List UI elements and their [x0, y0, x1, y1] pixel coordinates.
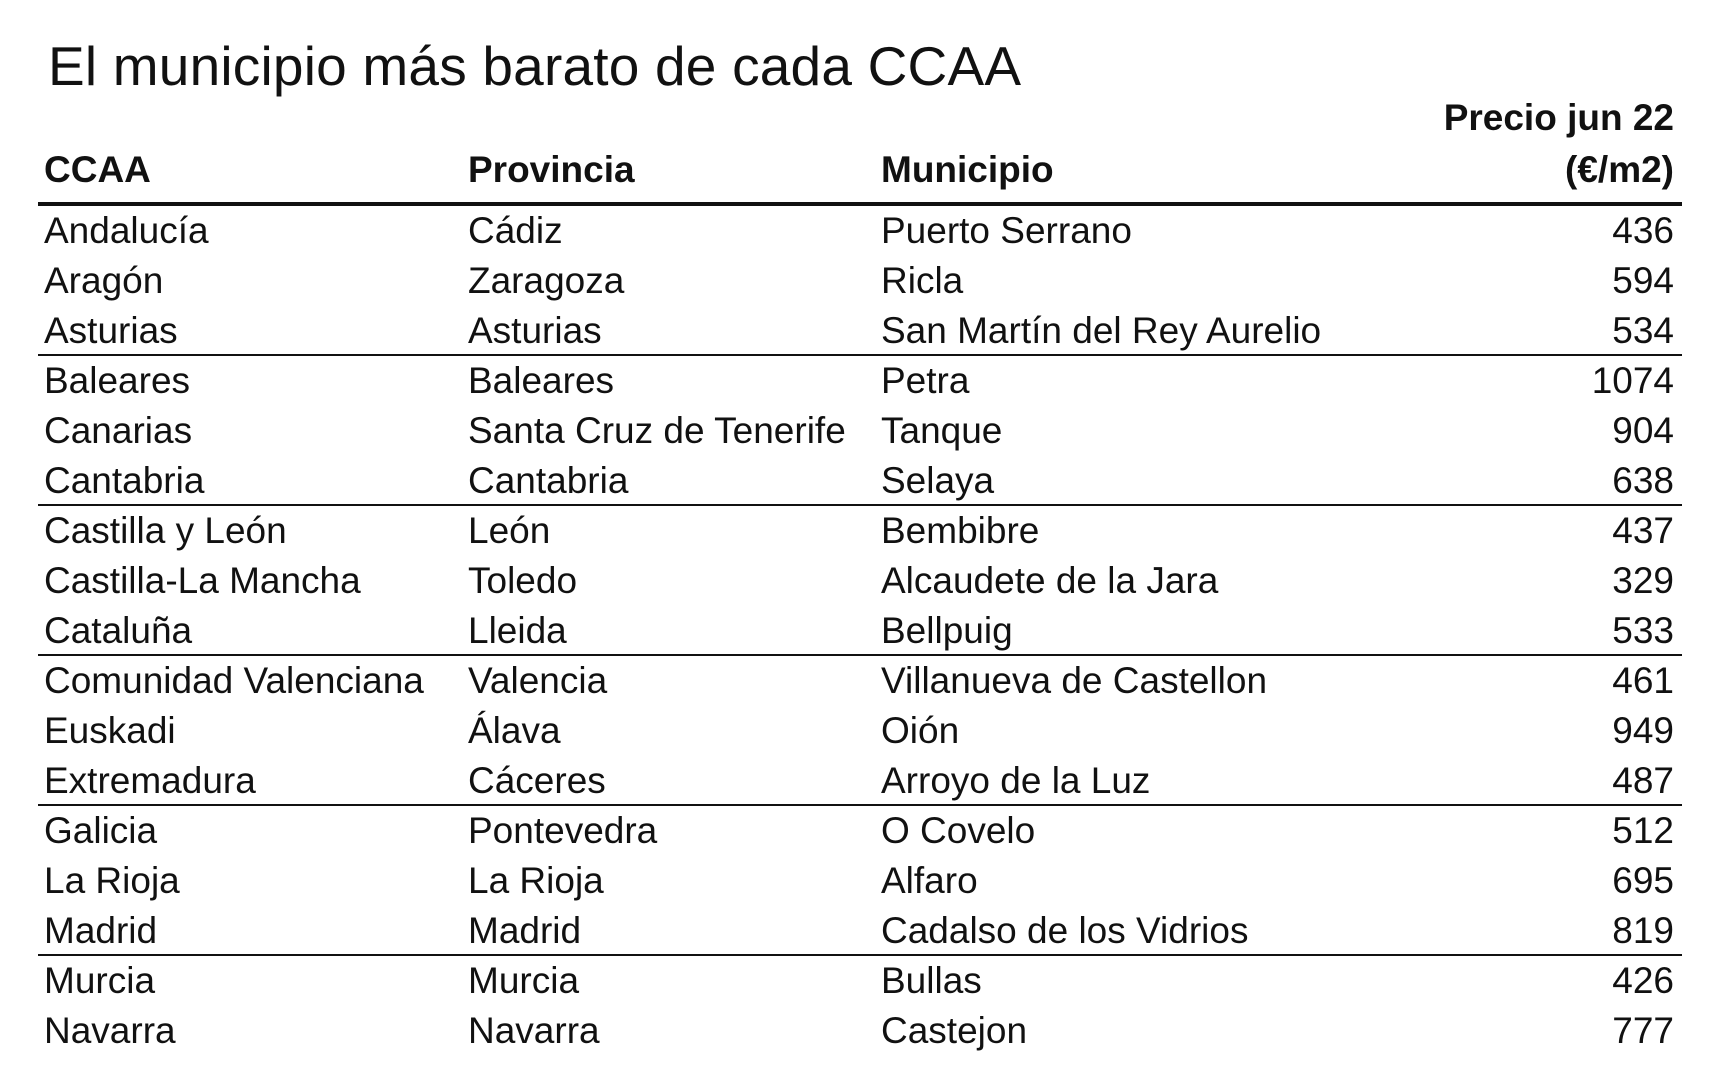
column-header-precio-line1: Precio jun 22 [1443, 97, 1674, 138]
cell-ccaa: Euskadi [44, 710, 176, 751]
table-row [38, 856, 1682, 906]
cell-ccaa: Baleares [44, 360, 191, 401]
cell-precio: 638 [1612, 460, 1674, 501]
cell-ccaa: Comunidad Valenciana [44, 660, 424, 701]
cell-precio: 594 [1612, 260, 1674, 301]
table-row [38, 456, 1682, 506]
cell-ccaa: Asturias [44, 310, 178, 351]
cell-provincia: Asturias [468, 310, 602, 351]
cell-ccaa: Aragón [44, 260, 164, 301]
column-header-provincia: Provincia [468, 149, 635, 190]
cell-provincia: León [468, 510, 551, 551]
cell-municipio: O Covelo [881, 810, 1036, 851]
cell-provincia: Cádiz [468, 210, 563, 251]
cell-provincia: Baleares [468, 360, 615, 401]
cell-ccaa: Cataluña [44, 610, 193, 651]
table-row [38, 656, 1682, 706]
table-body [38, 206, 1682, 1056]
table-row [38, 956, 1682, 1006]
table-row [38, 506, 1682, 556]
cell-municipio: Puerto Serrano [881, 210, 1132, 251]
cell-municipio: Ricla [881, 260, 964, 301]
cell-precio: 533 [1612, 610, 1674, 651]
table-row [38, 906, 1682, 956]
column-header-municipio: Municipio [881, 149, 1054, 190]
cell-municipio: Tanque [881, 410, 1003, 451]
table-row [38, 356, 1682, 406]
cell-municipio: Alfaro [881, 860, 978, 901]
cell-provincia: Cáceres [468, 760, 606, 801]
cell-precio: 437 [1612, 510, 1674, 551]
cell-precio: 329 [1612, 560, 1674, 601]
table-row [38, 306, 1682, 356]
cell-provincia: Valencia [468, 660, 608, 701]
cell-provincia: Madrid [468, 910, 582, 951]
cell-municipio: Bullas [881, 960, 982, 1001]
price-table [38, 96, 1682, 1056]
cell-precio: 512 [1612, 810, 1674, 851]
column-header-ccaa: CCAA [44, 149, 151, 190]
cell-municipio: Castejon [881, 1010, 1028, 1051]
cell-municipio: San Martín del Rey Aurelio [881, 310, 1322, 351]
cell-municipio: Oión [881, 710, 960, 751]
cell-precio: 436 [1612, 210, 1674, 251]
table-row [38, 606, 1682, 656]
cell-precio: 487 [1612, 760, 1674, 801]
cell-precio: 819 [1612, 910, 1674, 951]
cell-precio: 777 [1612, 1010, 1674, 1051]
table-row [38, 1006, 1682, 1056]
column-header-precio [1444, 92, 1674, 196]
cell-municipio: Arroyo de la Luz [881, 760, 1151, 801]
cell-provincia: Santa Cruz de Tenerife [468, 410, 846, 451]
cell-municipio: Petra [881, 360, 970, 401]
table-row [38, 406, 1682, 456]
cell-provincia: Navarra [468, 1010, 600, 1051]
cell-precio: 949 [1612, 710, 1674, 751]
cell-provincia: La Rioja [468, 860, 604, 901]
table-row [38, 206, 1682, 256]
cell-ccaa: Galicia [44, 810, 158, 851]
table-row [38, 756, 1682, 806]
cell-precio: 1074 [1591, 360, 1674, 401]
cell-provincia: Zaragoza [468, 260, 625, 301]
cell-ccaa: Castilla y León [44, 510, 287, 551]
cell-municipio: Villanueva de Castellon [881, 660, 1268, 701]
cell-ccaa: Murcia [44, 960, 156, 1001]
cell-ccaa: Navarra [44, 1010, 176, 1051]
cell-ccaa: Extremadura [44, 760, 256, 801]
cell-ccaa: Andalucía [44, 210, 209, 251]
cell-provincia: Lleida [468, 610, 567, 651]
cell-municipio: Alcaudete de la Jara [881, 560, 1219, 601]
table-row [38, 706, 1682, 756]
cell-provincia: Pontevedra [468, 810, 658, 851]
table-header [38, 96, 1682, 206]
cell-provincia: Toledo [468, 560, 578, 601]
table-row [38, 556, 1682, 606]
cell-provincia: Cantabria [468, 460, 629, 501]
column-header-precio-line2: (€/m2) [1565, 149, 1674, 190]
cell-municipio: Bembibre [881, 510, 1040, 551]
table-row [38, 806, 1682, 856]
cell-precio: 461 [1612, 660, 1674, 701]
cell-precio: 426 [1612, 960, 1674, 1001]
cell-provincia: Álava [468, 710, 561, 751]
cell-ccaa: Madrid [44, 910, 158, 951]
cell-municipio: Cadalso de los Vidrios [881, 910, 1249, 951]
table-row [38, 256, 1682, 306]
cell-provincia: Murcia [468, 960, 580, 1001]
cell-municipio: Bellpuig [881, 610, 1013, 651]
cell-ccaa: La Rioja [44, 860, 180, 901]
cell-ccaa: Canarias [44, 410, 193, 451]
cell-precio: 695 [1612, 860, 1674, 901]
cell-municipio: Selaya [881, 460, 995, 501]
cell-precio: 534 [1612, 310, 1674, 351]
cell-ccaa: Castilla-La Mancha [44, 560, 361, 601]
page-title: El municipio más barato de cada CCAA [48, 35, 1022, 97]
cell-ccaa: Cantabria [44, 460, 205, 501]
cell-precio: 904 [1612, 410, 1674, 451]
